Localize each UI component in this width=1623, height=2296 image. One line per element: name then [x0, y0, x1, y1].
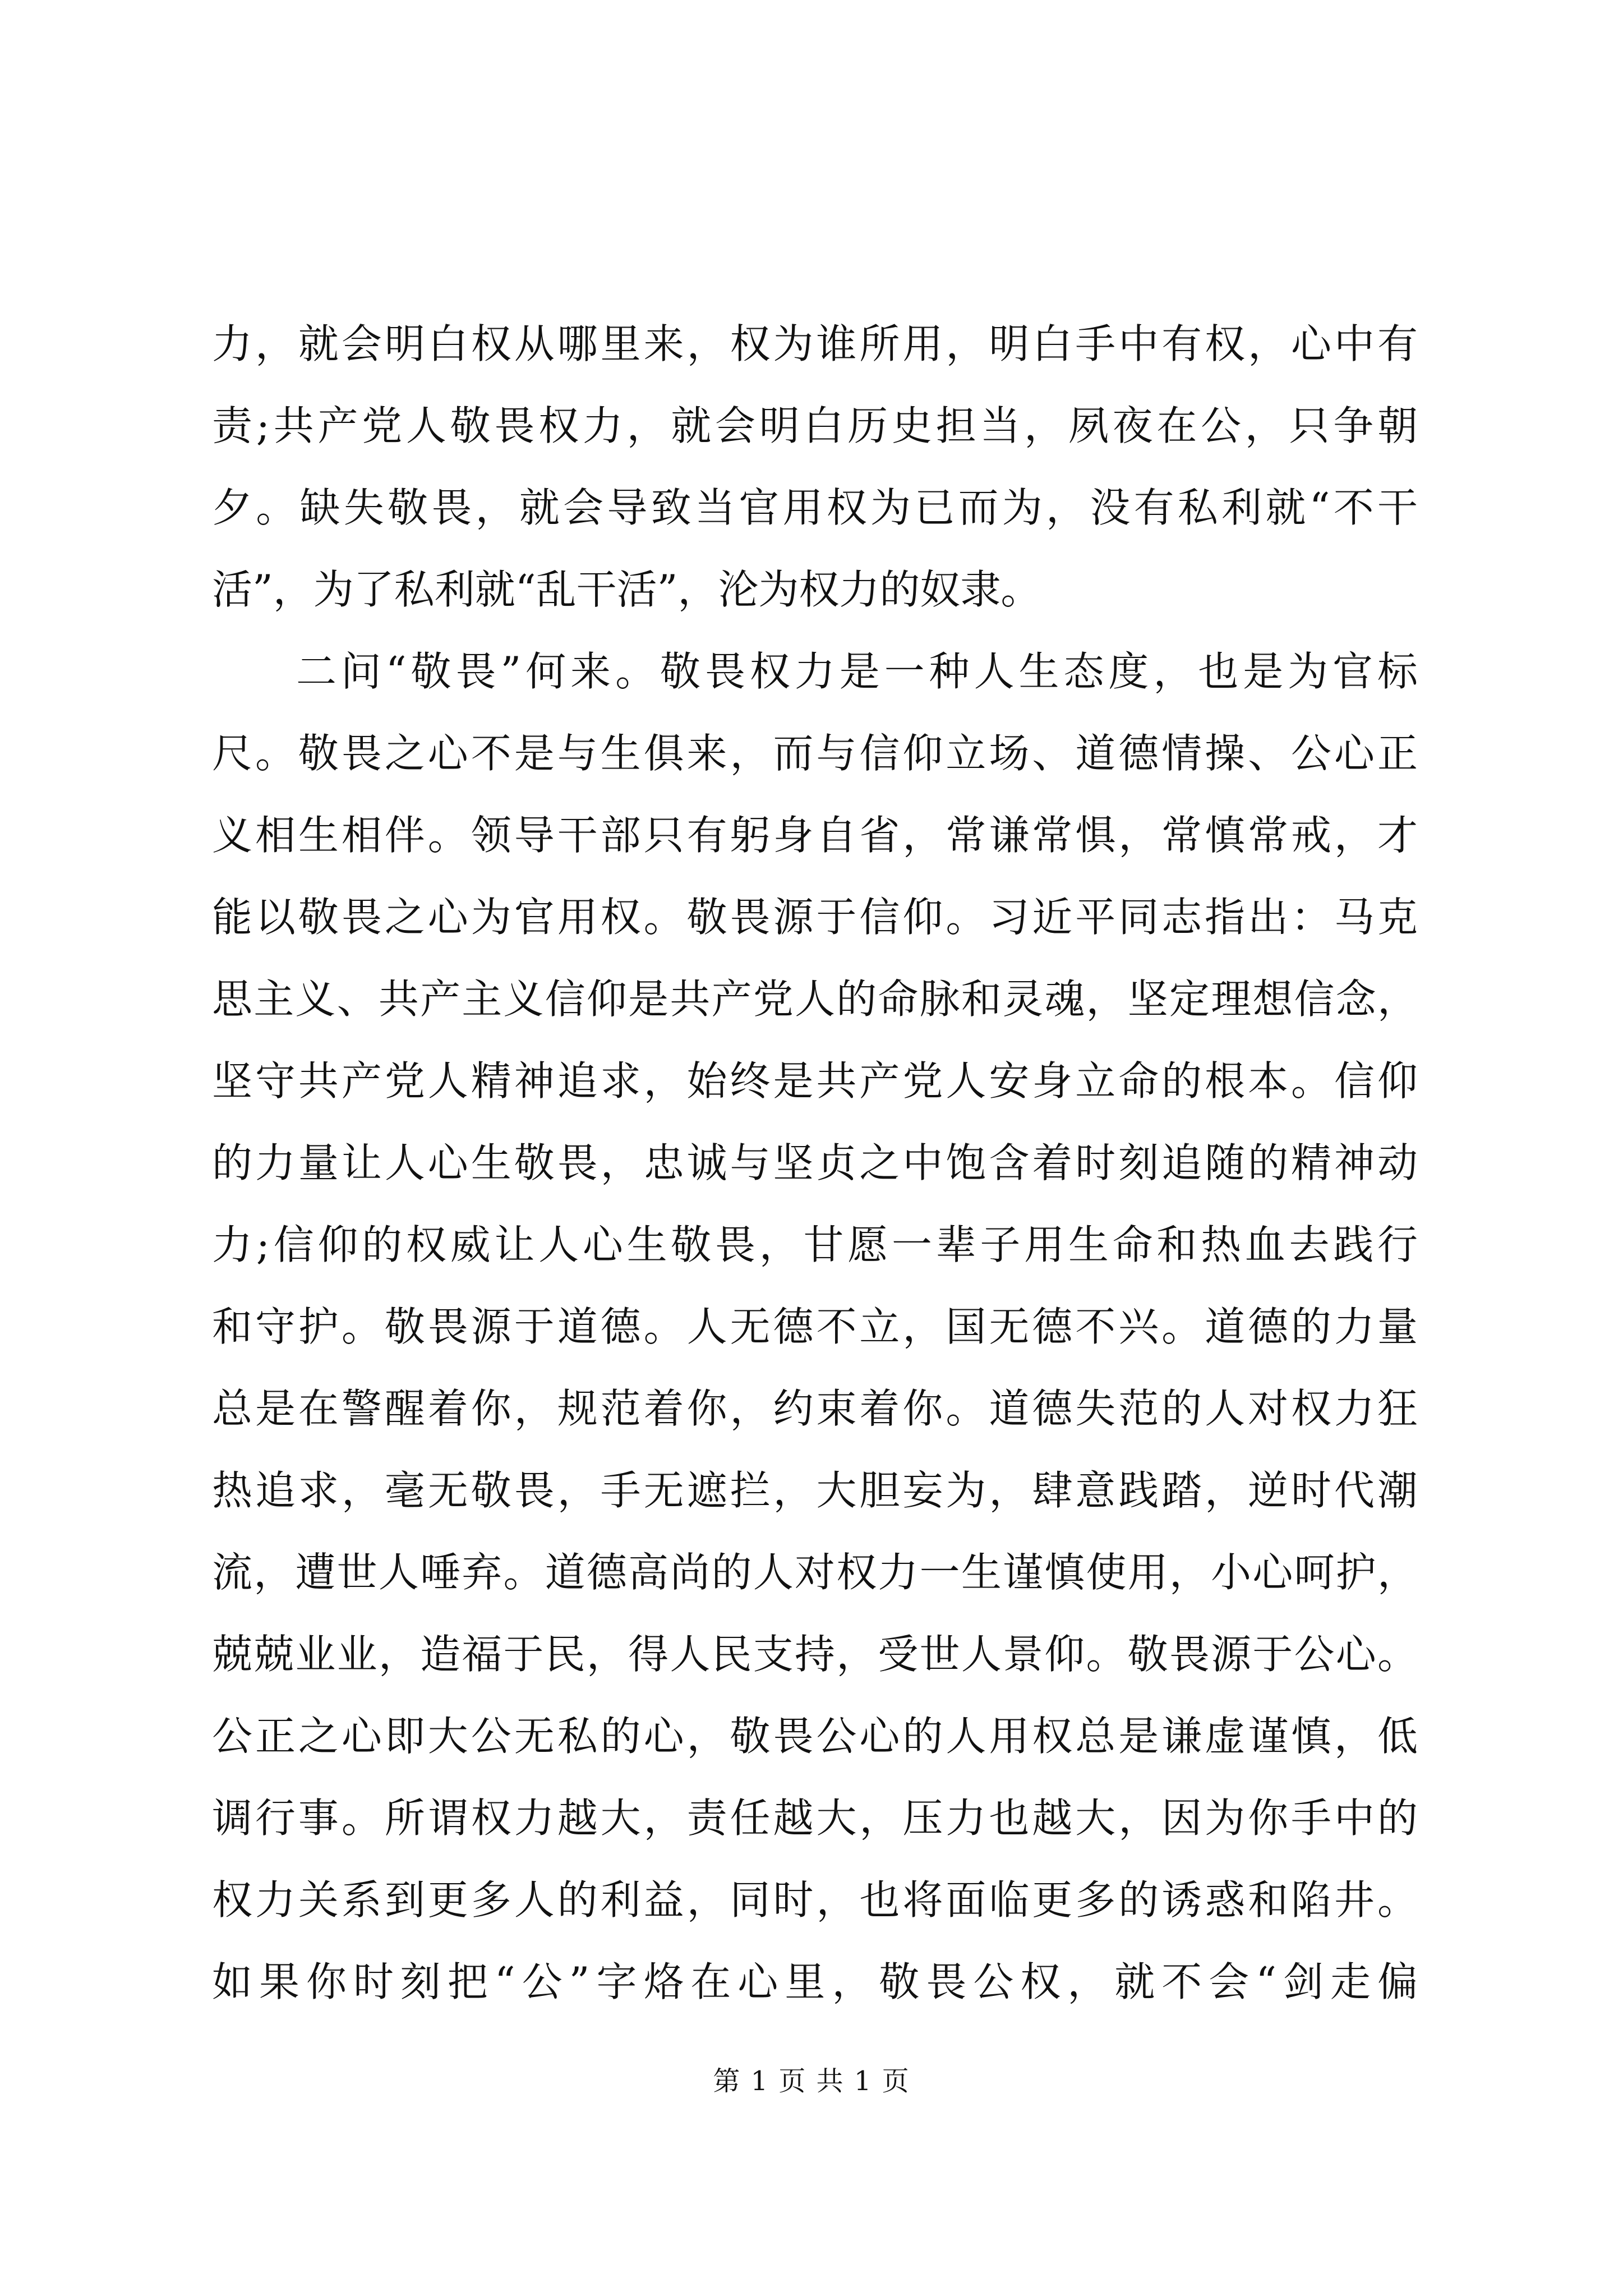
text-line: 权力关系到更多人的利益，同时，也将面临更多的诱惑和陷井。	[212, 1876, 1418, 1924]
text-line: 义相生相伴。领导干部只有躬身自省，常谦常惧，常慎常戒，才	[212, 812, 1418, 859]
text-line: 责;共产党人敬畏权力，就会明白历史担当，夙夜在公，只争朝	[212, 402, 1418, 449]
text-line: 和守护。敬畏源于道德。人无德不立，国无德不兴。道德的力量	[212, 1303, 1418, 1350]
text-line: 活”，为了私利就“乱干活”，沦为权力的奴隶。	[212, 566, 1041, 613]
text-line: 的力量让人心生敬畏，忠诚与坚贞之中饱含着时刻追随的精神动	[212, 1139, 1418, 1186]
text-line: 如果你时刻把“公”字烙在心里，敬畏公权，就不会“剑走偏	[212, 1958, 1418, 2005]
text-line: 能以敬畏之心为官用权。敬畏源于信仰。习近平同志指出：马克	[212, 894, 1418, 941]
text-line: 坚守共产党人精神追求，始终是共产党人安身立命的根本。信仰	[212, 1057, 1418, 1105]
text-line: 热追求，毫无敬畏，手无遮拦，大胆妄为，肆意践踏，逆时代潮	[212, 1467, 1418, 1514]
text-line: 尺。敬畏之心不是与生俱来，而与信仰立场、道德情操、公心正	[212, 730, 1418, 777]
text-line: 公正之心即大公无私的心，敬畏公心的人用权总是谦虚谨慎，低	[212, 1713, 1418, 1760]
body-text	[212, 303, 1418, 2023]
text-line: 思主义、共产主义信仰是共产党人的命脉和灵魂，坚定理想信念，	[212, 976, 1418, 1023]
text-line: 力;信仰的权威让人心生敬畏，甘愿一辈子用生命和热血去践行	[212, 1221, 1418, 1268]
text-line: 调行事。所谓权力越大，责任越大，压力也越大，因为你手中的	[212, 1795, 1418, 1842]
text-line: 力，就会明白权从哪里来，权为谁所用，明白手中有权，心中有	[212, 320, 1418, 367]
text-line: 兢兢业业，造福于民，得人民支持，受世人景仰。敬畏源于公心。	[212, 1631, 1418, 1678]
text-line: 总是在警醒着你，规范着你，约束着你。道德失范的人对权力狂	[212, 1385, 1418, 1432]
text-line: 流，遭世人唾弃。道德高尚的人对权力一生谨慎使用，小心呵护，	[212, 1549, 1418, 1596]
page-footer: 第 1 页 共 1 页	[713, 2065, 910, 2097]
paragraph-start-line: 二问“敬畏”何来。敬畏权力是一种人生态度，也是为官标	[296, 648, 1418, 695]
text-line: 夕。缺失敬畏，就会导致当官用权为已而为，没有私利就“不干	[212, 484, 1418, 531]
